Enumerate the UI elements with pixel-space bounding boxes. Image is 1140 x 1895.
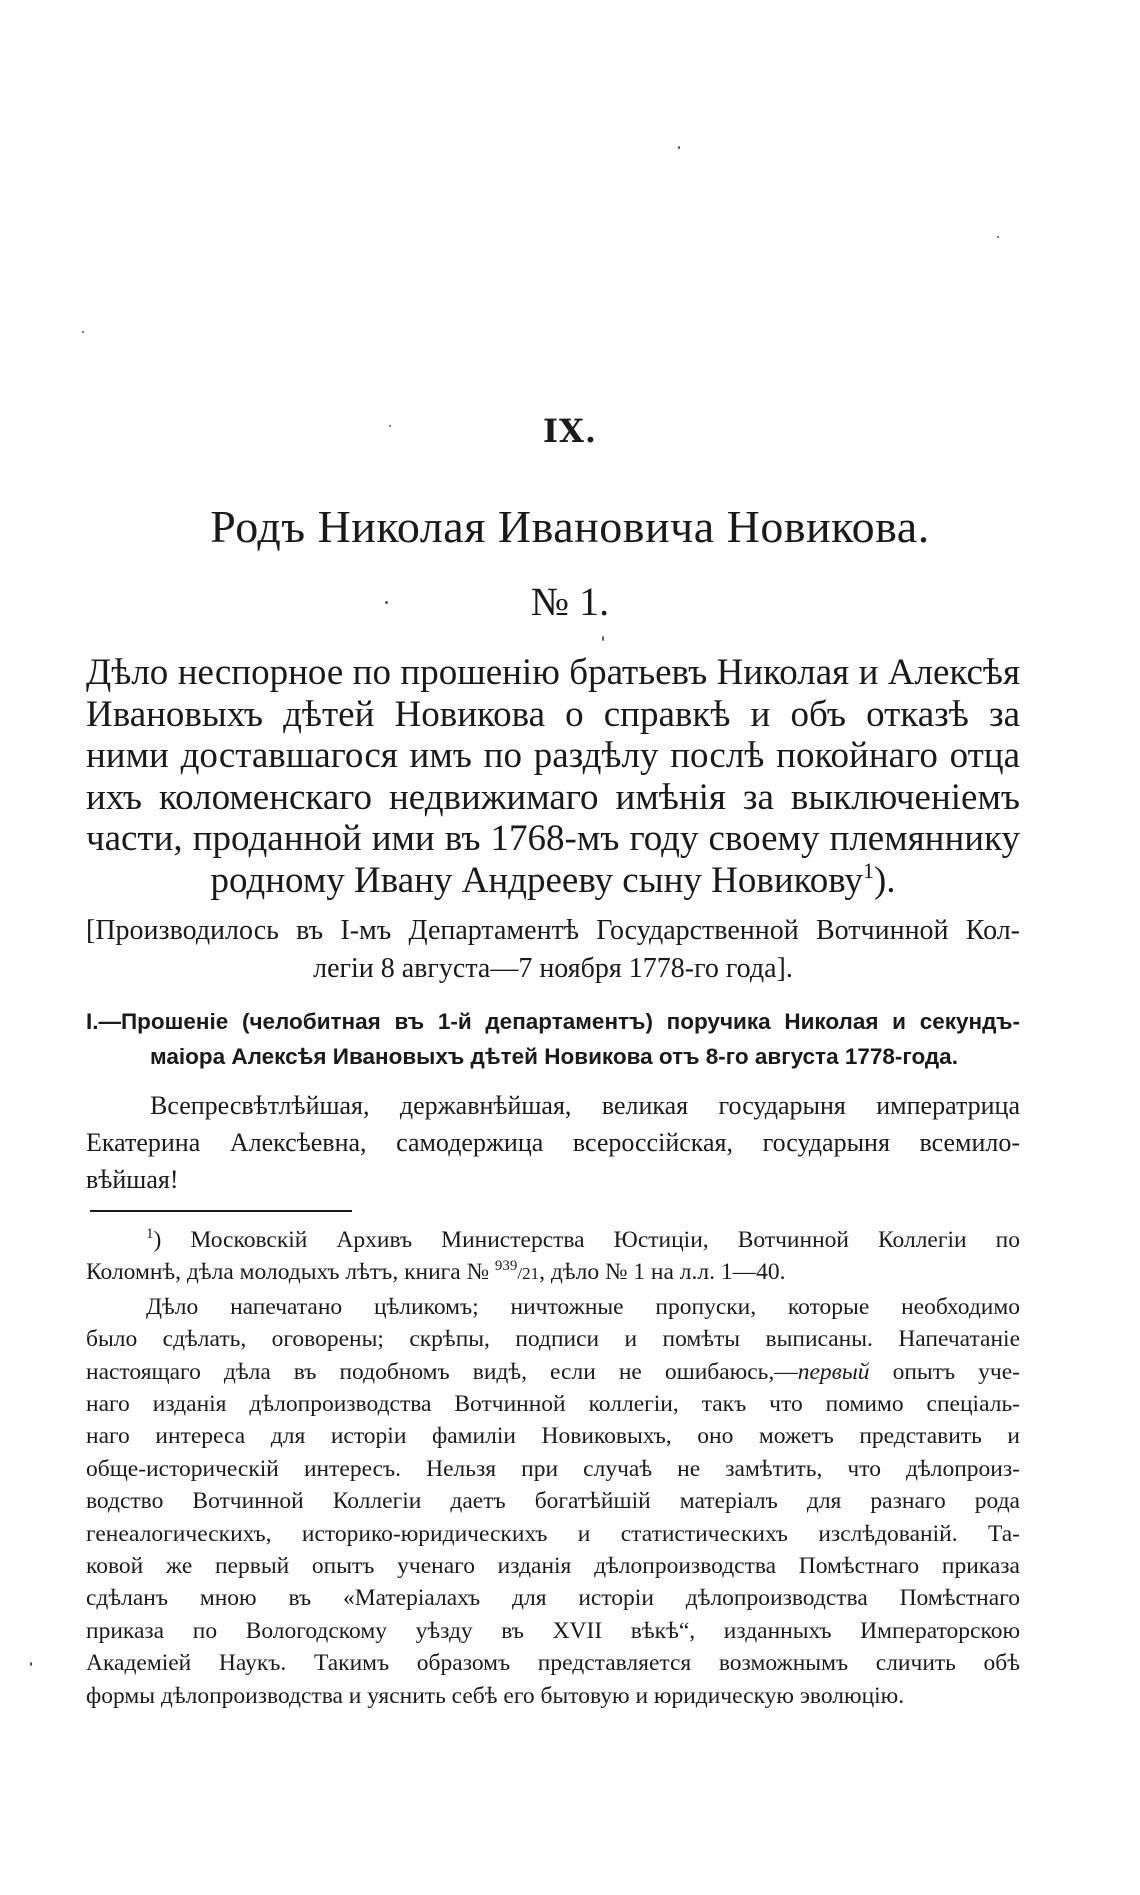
footnote-line: Академiей Наукъ. Такимъ образомъ представляется возможнымъ сличить обѣ [86,1650,1020,1677]
footnote-divider [90,1210,352,1212]
body-paragraph [86,1087,1020,1198]
period-note-line: легiи 8 августа—7 ноября 1778-го года]. [313,953,793,984]
footnote-line: водство Вотчинной Коллегiи даетъ богатѣйшiй матерiалъ для разнаго рода [86,1488,1020,1515]
footnote-line: Дѣло напечатано цѣликомъ; ничтожные пропуски, которые необходимо [146,1293,1020,1320]
footnote-text: ) Московскiй Архивъ Министерства Юстицiи, Вотчинной Коллегiи по [153,1227,1020,1253]
footnote-line: наго интереса для исторiи фамилiи Новиковыхъ, оно можетъ представить и [86,1423,1020,1450]
footnote-reference: 1 [862,857,874,883]
scan-speck [30,1662,32,1666]
emphasis-text: первый [797,1358,870,1385]
fraction-denominator: /21 [517,1264,540,1284]
scan-speck [997,236,999,238]
petition-heading-line: I.—Прошенiе (челобитная въ 1-й департаментъ) поручика Николая и секундъ- [86,1009,1020,1034]
document-number: № 1. [530,579,610,624]
scan-speck [82,331,84,333]
case-title-line: части, проданной ими въ 1768-мъ году своему племяннику [86,818,1020,859]
footnote-line: обще-историческiй интересъ. Нельзя при случаѣ не замѣтить, что дѣлопроиз- [86,1455,1020,1482]
period-note-line: [Производилось въ I-мъ Департаментѣ Государственной Вотчинной Кол- [86,915,1020,946]
case-title-line: ними доставшагося имъ по раздѣлу послѣ покойнаго отца [86,735,1020,776]
case-title-line-last [86,857,1020,902]
case-title-line: ихъ коломенскаго недвижимаго имѣнiя за выключенiемъ [86,776,1020,818]
footnote-line: было сдѣлать, оговорены; скрѣпы, подписи и помѣты выписаны. Напечатанiе [86,1326,1020,1353]
footnote-line: приказа по Вологодскому уѣзду въ XVII вѣкѣ“, изданныхъ Императорскою [86,1617,1020,1644]
body-line: Екатерина Алексѣевна, самодержица всероссiйская, государыня всемило- [86,1128,1020,1157]
footnote-line: наго изданiя дѣлопроизводства Вотчинной коллегiи, такъ что помимо спецiаль- [86,1391,1020,1418]
case-title-closing: ). [873,859,896,901]
footnote-marker: 1 [146,1226,154,1242]
body-line: Всепресвѣтлѣйшая, державнѣйшая, великая государыня императрица [150,1091,1020,1120]
case-title-line: Ивановыхъ дѣтей Новикова о справкѣ и объ отказѣ за [86,693,1020,735]
footnote-line: генеалогическихъ, историко-юридическихъ и статистическихъ изслѣдованiй. Та- [86,1520,1020,1547]
footnote-line [86,1224,1020,1256]
petition-heading [86,1004,1020,1074]
case-title-line: Дѣло неспорное по прошенiю братьевъ Николая и Алексѣя [86,652,1020,693]
fraction-numerator: 939 [494,1258,518,1275]
footnote-line [86,1356,1020,1388]
footnote-line [86,1256,1020,1290]
footnote-text: , дѣло № 1 на л.л. 1—40. [539,1259,786,1286]
footnote-line: сдѣланъ мною въ «Матерiалахъ для исторiи дѣлопроизводства Помѣстнаго [86,1585,1020,1612]
section-number: IX. [543,412,597,450]
scan-speck [602,636,604,641]
footnote [86,1224,1020,1712]
footnote-line: ковой же первый опытъ ученаго изданiя дѣлопроизводства Помѣстнаго приказа [86,1553,1020,1580]
scan-speck [678,146,680,149]
case-title-text: родному Ивану Андрееву сыну Новикову [210,859,863,901]
footnote-text: Коломнѣ, дѣла молодыхъ лѣтъ, книга № [86,1259,490,1286]
case-title [86,652,1020,901]
footnote-text: опытъ уче- [869,1358,1020,1385]
page-title: Родъ Николая Ивановича Новикова. [210,501,930,552]
petition-heading-line: маiора Алексѣя Ивановыхъ дѣтей Новикова отъ 8-го августа 1778-года. [150,1044,958,1069]
footnote-line: формы дѣлопроизводства и уяснить себѣ его бытовую и юридическую эволюцiю. [86,1682,905,1709]
footnote-text: настоящаго дѣла въ подобномъ видѣ, если не ошибаюсь,— [86,1358,798,1385]
body-line: вѣйшая! [86,1165,179,1194]
period-note [86,912,1020,988]
